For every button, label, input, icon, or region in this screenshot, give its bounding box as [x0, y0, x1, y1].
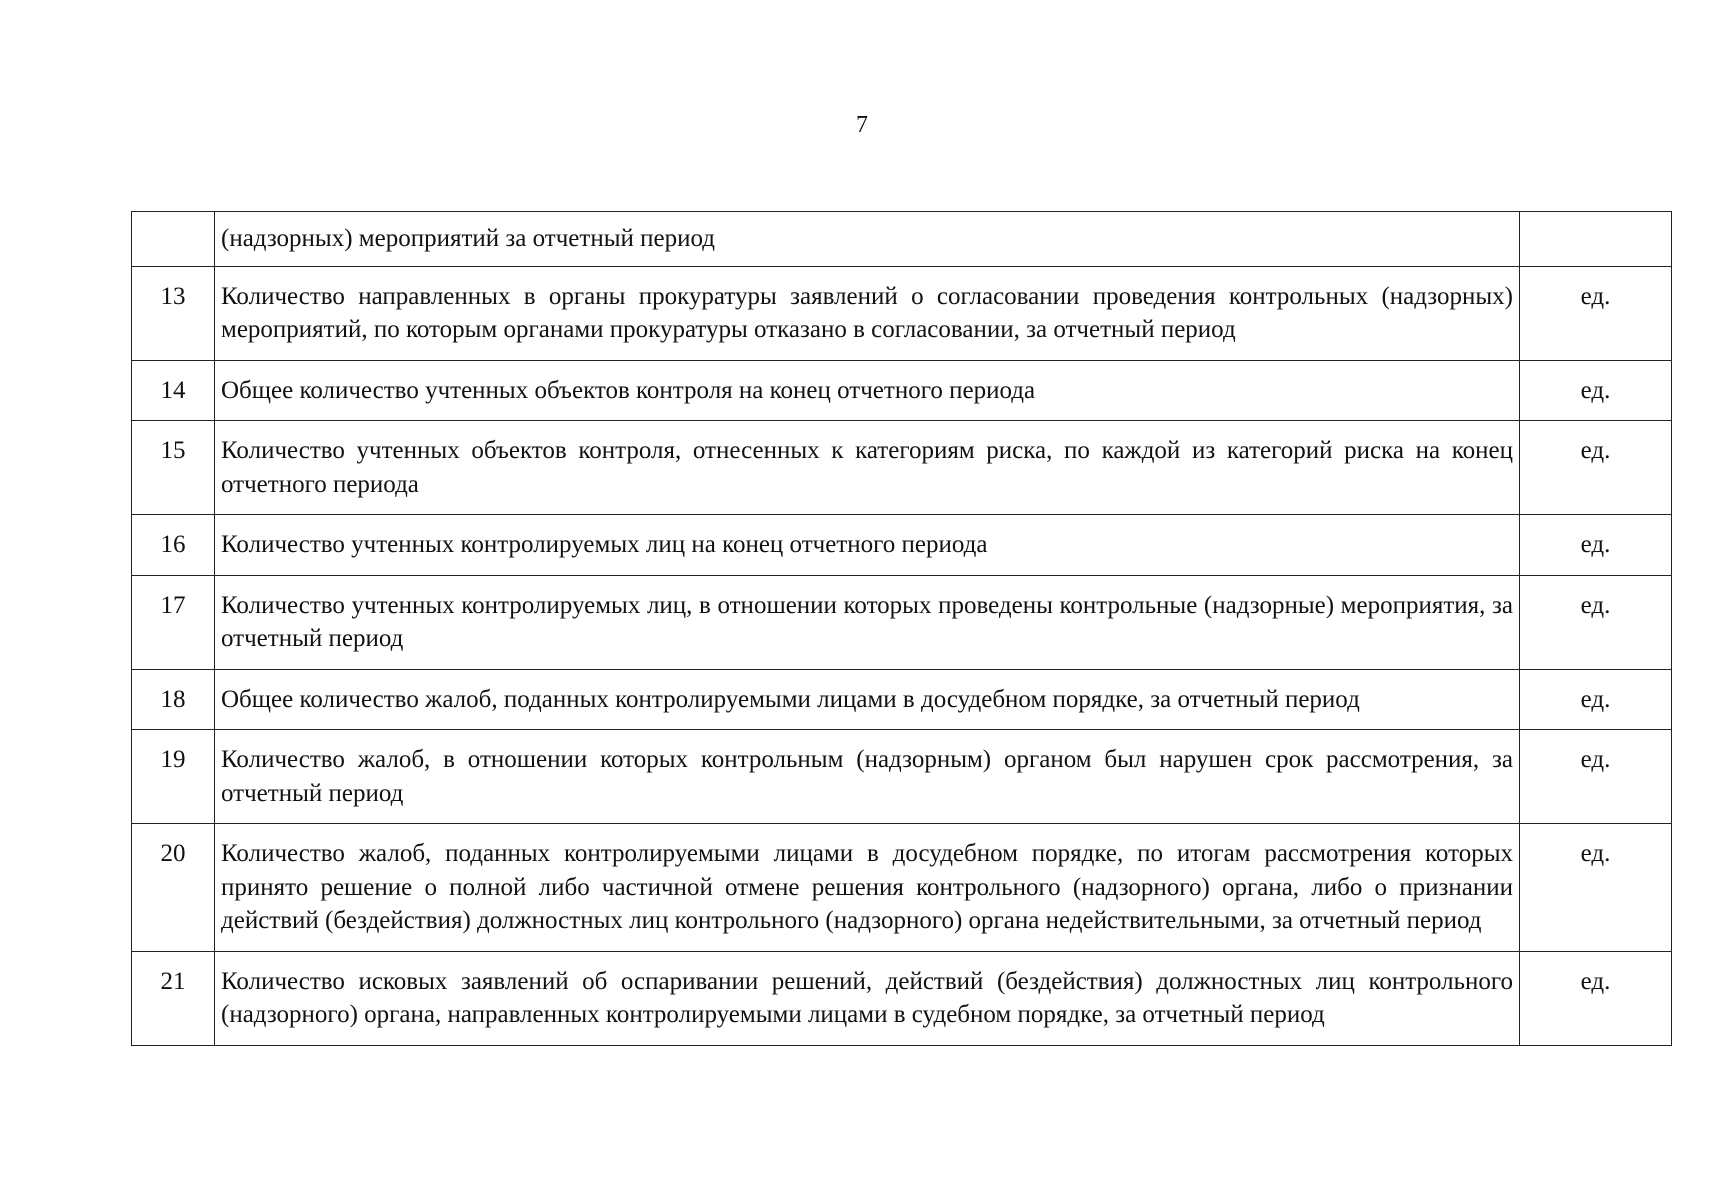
row-description: Количество направленных в органы прокуратуры заявлений о согласовании проведения контрольных (надзорных) мероприятий, по которым органами прокуратуры отказано в согласовании, за отчетный период	[215, 266, 1520, 360]
row-number: 19	[132, 730, 215, 824]
row-description: Количество жалоб, поданных контролируемыми лицами в досудебном порядке, по итогам рассмотрения которых принято решение о полной либо частичной отмене решения контрольного (надзорного) органа, либо о признании действий (бездействия) должностных лиц контрольного (надзорного) органа недействительными, за отчетный период	[215, 824, 1520, 952]
row-description: Количество учтенных контролируемых лиц, в отношении которых проведены контрольные (надзорные) мероприятия, за отчетный период	[215, 575, 1520, 669]
row-description: Количество учтенных объектов контроля, отнесенных к категориям риска, по каждой из категорий риска на конец отчетного периода	[215, 421, 1520, 515]
table-row	[132, 515, 1672, 576]
table-row	[132, 266, 1672, 360]
table-row	[132, 951, 1672, 1045]
table-row	[132, 212, 1672, 267]
row-unit: ед.	[1520, 266, 1672, 360]
page-number: 7	[856, 112, 868, 138]
indicators-table	[131, 211, 1672, 1046]
row-number: 21	[132, 951, 215, 1045]
row-number: 20	[132, 824, 215, 952]
row-number: 15	[132, 421, 215, 515]
table-row	[132, 421, 1672, 515]
row-number: 18	[132, 669, 215, 730]
row-description: Общее количество жалоб, поданных контролируемыми лицами в досудебном порядке, за отчетный период	[215, 669, 1520, 730]
table-row	[132, 730, 1672, 824]
row-unit: ед.	[1520, 730, 1672, 824]
row-number: 17	[132, 575, 215, 669]
row-unit: ед.	[1520, 575, 1672, 669]
row-unit: ед.	[1520, 360, 1672, 421]
row-description: Количество учтенных контролируемых лиц на конец отчетного периода	[215, 515, 1520, 576]
row-description: Количество исковых заявлений об оспаривании решений, действий (бездействия) должностных лиц контрольного (надзорного) органа, направленных контролируемыми лицами в судебном порядке, за отчетный период	[215, 951, 1520, 1045]
row-number: 16	[132, 515, 215, 576]
row-number: 13	[132, 266, 215, 360]
row-unit	[1520, 212, 1672, 267]
row-unit: ед.	[1520, 421, 1672, 515]
row-number: 14	[132, 360, 215, 421]
table-row	[132, 360, 1672, 421]
row-unit: ед.	[1520, 824, 1672, 952]
row-number	[132, 212, 215, 267]
indicators-table-container	[131, 211, 1672, 1046]
table-row	[132, 669, 1672, 730]
row-unit: ед.	[1520, 669, 1672, 730]
table-row	[132, 824, 1672, 952]
row-unit: ед.	[1520, 951, 1672, 1045]
row-description: (надзорных) мероприятий за отчетный период	[215, 212, 1520, 267]
row-description: Количество жалоб, в отношении которых контрольным (надзорным) органом был нарушен срок рассмотрения, за отчетный период	[215, 730, 1520, 824]
row-unit: ед.	[1520, 515, 1672, 576]
row-description: Общее количество учтенных объектов контроля на конец отчетного периода	[215, 360, 1520, 421]
table-row	[132, 575, 1672, 669]
